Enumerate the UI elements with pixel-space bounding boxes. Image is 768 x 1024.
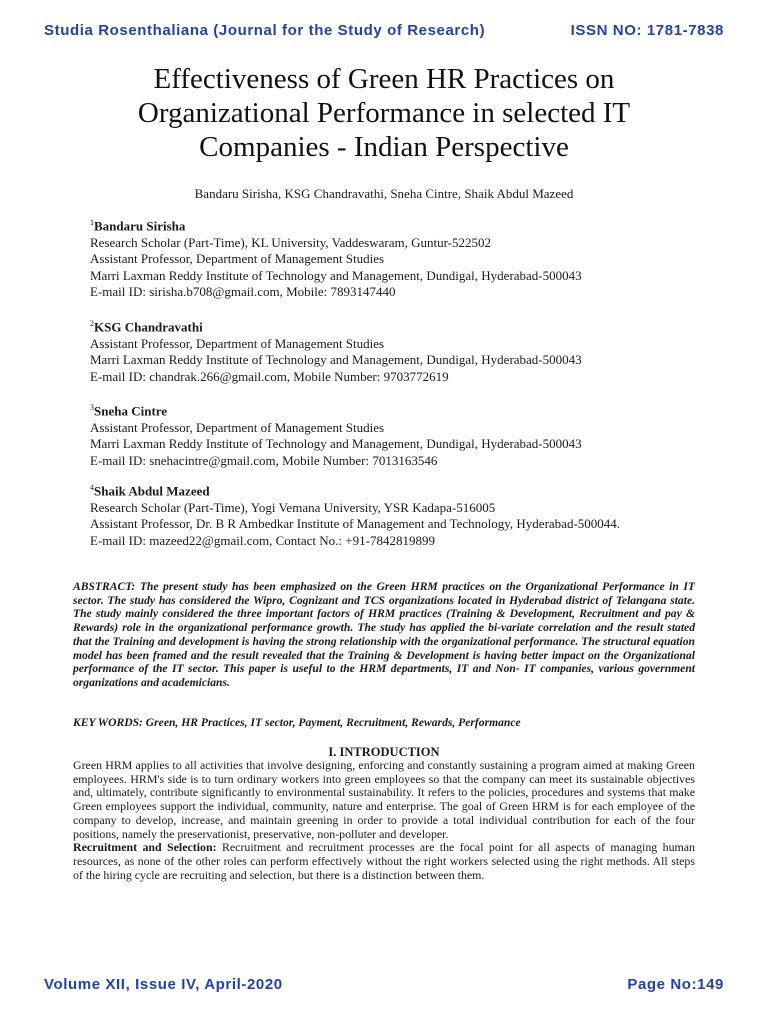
affiliation-line: Assistant Professor, Department of Management Studies	[90, 419, 385, 435]
affiliation-email: E-mail ID: snehacintre@gmail.com, Mobile Number: 7013163546	[90, 452, 438, 468]
intro-paragraph: Green HRM applies to all activities that involve designing, enforcing and constantly sustaining a program aimed at making Green employees. HRM's side is to turn ordinary workers into green employees so that the company can meet its sustainable objectives and, ultimately, contribute significantly to environmental sustainability. It refers to the policies, procedures and systems that make Green employees support the individual, community, nature and enterprise. The goal of Green HRM is for each employee of the company to develop, increase, and maintain greening in order to provide a total individual contribution for each of the four positions, namely the preservationist, preservative, non-polluter and developer.	[73, 758, 695, 841]
paper-title: Effectiveness of Green HR Practices on Organizational Performance in selected IT Companies - Indian Perspective	[137, 63, 631, 163]
affiliation-3	[90, 400, 728, 469]
journal-name: Studia Rosenthaliana (Journal for the Study of Research)	[44, 22, 486, 39]
affiliation-sup: 4	[90, 483, 94, 492]
affiliation-line: Marri Laxman Reddy Institute of Technology and Management, Dundigal, Hyderabad-500043	[90, 436, 582, 452]
affiliation-email: E-mail ID: sirisha.b708@gmail.com, Mobile: 7893147440	[90, 284, 396, 300]
affiliation-4	[90, 480, 728, 549]
running-footer	[44, 976, 724, 998]
author-list: Bandaru Sirisha, KSG Chandravathi, Sneha Cintre, Shaik Abdul Mazeed	[194, 186, 574, 201]
affiliation-line: Assistant Professor, Dr. B R Ambedkar Institute of Management and Technology, Hyderabad-500044.	[90, 516, 621, 532]
recruitment-paragraph	[73, 841, 695, 882]
issn-number: ISSN NO: 1781-7838	[570, 22, 724, 39]
affiliation-email: E-mail ID: mazeed22@gmail.com, Contact No.: +91-7842819899	[90, 532, 435, 548]
affiliation-email: E-mail ID: chandrak.266@gmail.com, Mobile Number: 9703772619	[90, 368, 449, 384]
author-name: Sneha Cintre	[94, 403, 168, 419]
volume-issue: Volume XII, Issue IV, April-2020	[44, 976, 283, 993]
affiliation-sup: 2	[90, 319, 94, 328]
keywords: KEY WORDS: Green, HR Practices, IT sector, Payment, Recruitment, Rewards, Performance	[73, 716, 521, 729]
running-header	[44, 22, 724, 44]
recruitment-text: Recruitment and recruitment processes are the focal point for all aspects of managing human resources, as none of the other roles can perform effectively without the right workers selected using the right methods. All steps of the hiring cycle are recruiting and selection, but there is a distinction between them.	[73, 840, 695, 882]
affiliation-line: Marri Laxman Reddy Institute of Technology and Management, Dundigal, Hyderabad-500043	[90, 267, 582, 283]
affiliation-line: Assistant Professor, Department of Management Studies	[90, 335, 385, 351]
author-name: Bandaru Sirisha	[94, 218, 186, 234]
affiliation-sup: 3	[90, 403, 94, 412]
affiliation-2	[90, 316, 728, 385]
affiliation-sup: 1	[90, 218, 94, 227]
affiliation-line: Research Scholar (Part-Time), Yogi Vemana University, YSR Kadapa-516005	[90, 499, 496, 515]
section-heading: I. INTRODUCTION	[328, 745, 440, 759]
introduction-body	[73, 759, 695, 882]
affiliation-line: Research Scholar (Part-Time), KL University, Vaddeswaram, Guntur-522502	[90, 234, 491, 250]
author-name: KSG Chandravathi	[94, 319, 203, 335]
recruitment-heading: Recruitment and Selection:	[73, 840, 217, 855]
affiliation-line: Marri Laxman Reddy Institute of Technology and Management, Dundigal, Hyderabad-500043	[90, 352, 582, 368]
affiliation-line: Assistant Professor, Department of Management Studies	[90, 251, 385, 267]
page-number: Page No:149	[627, 976, 724, 993]
abstract: ABSTRACT: The present study has been emphasized on the Green HRM practices on the Organizational Performance in IT sector. The study has considered the Wipro, Cognizant and TCS organizations located in Hyderabad district of Telangana state. The study mainly considered the three important factors of HRM practices (Training & Development, Recruitment and pay & Rewards) role in the organizational performance growth. The study has applied the bi-variate correlation and the result stated that the Training and development is having the strong relationship with the organizational performance. The structural equation model has been framed and the result revealed that the Training & Development is having better impact on the Organizational performance of the IT sector. This paper is useful to the HRM departments, IT and Non- IT companies, various government organizations and academicians.	[73, 580, 695, 689]
author-name: Shaik Abdul Mazeed	[94, 483, 210, 499]
affiliation-1	[90, 215, 728, 301]
